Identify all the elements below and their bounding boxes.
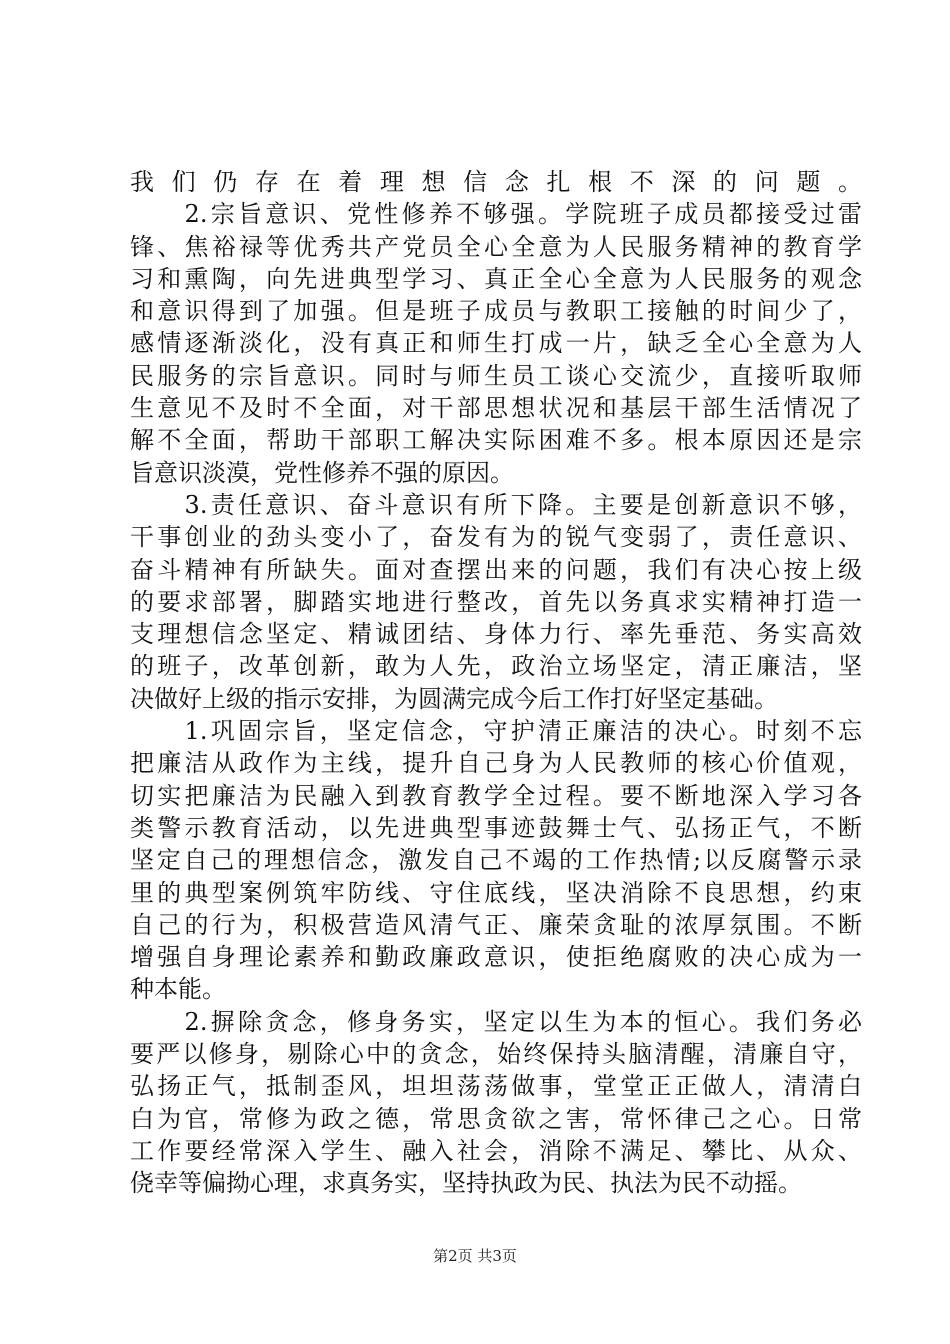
text-line: 奋斗精神有所缺失。面对查摆出来的问题，我们有决心按上级 xyxy=(130,555,862,584)
text-line: 生意见不及时不全面，对干部思想状况和基层干部生活情况了 xyxy=(130,394,862,423)
text-line: 增强自身理论素养和勤政廉政意识，使拒绝腐败的决心成为一 xyxy=(130,943,862,972)
text-line: 和意识得到了加强。但是班子成员与教职工接触的时间少了， xyxy=(130,297,862,326)
text-line: 坚定自己的理想信念，激发自己不竭的工作热情;以反腐警示录 xyxy=(130,846,862,875)
text-line: 切实把廉洁为民融入到教育教学全过程。要不断地深入学习各 xyxy=(130,781,862,810)
text-line: 2.摒除贪念，修身务实，坚定以生为本的恒心。我们务必 xyxy=(130,1007,862,1036)
text-line: 决做好上级的指示安排，为圆满完成今后工作打好坚定基础。 xyxy=(130,684,778,713)
text-line: 工作要经常深入学生、融入社会，消除不满足、攀比、从众、 xyxy=(130,1136,862,1165)
text-line: 民服务的宗旨意识。同时与师生员工谈心交流少，直接听取师 xyxy=(130,361,862,390)
text-line: 3.责任意识、奋斗意识有所下降。主要是创新意识不够， xyxy=(130,490,862,519)
text-line: 干事创业的劲头变小了，奋发有为的锐气变弱了，责任意识、 xyxy=(130,523,862,552)
text-line: 弘扬正气，抵制歪风，坦坦荡荡做事，堂堂正正做人，清清白 xyxy=(130,1072,862,1101)
text-line: 习和熏陶，向先进典型学习、真正全心全意为人民服务的观念 xyxy=(130,264,862,293)
text-line: 要严以修身，剔除心中的贪念，始终保持头脑清醒，清廉自守， xyxy=(130,1040,862,1069)
text-line: 锋、焦裕禄等优秀共产党员全心全意为人民服务精神的教育学 xyxy=(130,232,862,261)
text-line: 类警示教育活动，以先进典型事迹鼓舞士气、弘扬正气，不断 xyxy=(130,813,862,842)
text-line: 的班子，改革创新，敢为人先，政治立场坚定，清正廉洁，坚 xyxy=(130,652,862,681)
text-line: 旨意识淡漠，党性修养不强的原因。 xyxy=(130,458,514,487)
document-body xyxy=(130,166,862,1200)
text-line: 1.巩固宗旨，坚定信念，守护清正廉洁的决心。时刻不忘 xyxy=(130,717,862,746)
text-line: 侥幸等偏拗心理，求真务实，坚持执政为民、执法为民不动摇。 xyxy=(130,1169,802,1198)
text-line: 支理想信念坚定、精诚团结、身体力行、率先垂范、务实高效 xyxy=(130,620,862,649)
text-line: 解不全面，帮助干部职工解决实际困难不多。根本原因还是宗 xyxy=(130,426,862,455)
page-number-footer: 第2页 共3页 xyxy=(433,1247,517,1265)
text-line: 把廉洁从政作为主线，提升自己身为人民教师的核心价值观， xyxy=(130,749,862,778)
text-line: 种本能。 xyxy=(130,975,226,1004)
text-line: 感情逐渐淡化，没有真正和师生打成一片，缺乏全心全意为人 xyxy=(130,329,862,358)
text-line: 里的典型案例筑牢防线、守住底线，坚决消除不良思想，约束 xyxy=(130,878,862,907)
text-line: 2.宗旨意识、党性修养不够强。学院班子成员都接受过雷 xyxy=(130,200,862,229)
text-line: 的要求部署，脚踏实地进行整改，首先以务真求实精神打造一 xyxy=(130,587,862,616)
text-line: 自己的行为，积极营造风清气正、廉荣贪耻的浓厚氛围。不断 xyxy=(130,910,862,939)
text-line: 白为官，常修为政之德，常思贪欲之害，常怀律己之心。日常 xyxy=(130,1104,862,1133)
text-line: 我们仍存在着理想信念扎根不深的问题。 xyxy=(130,168,862,196)
